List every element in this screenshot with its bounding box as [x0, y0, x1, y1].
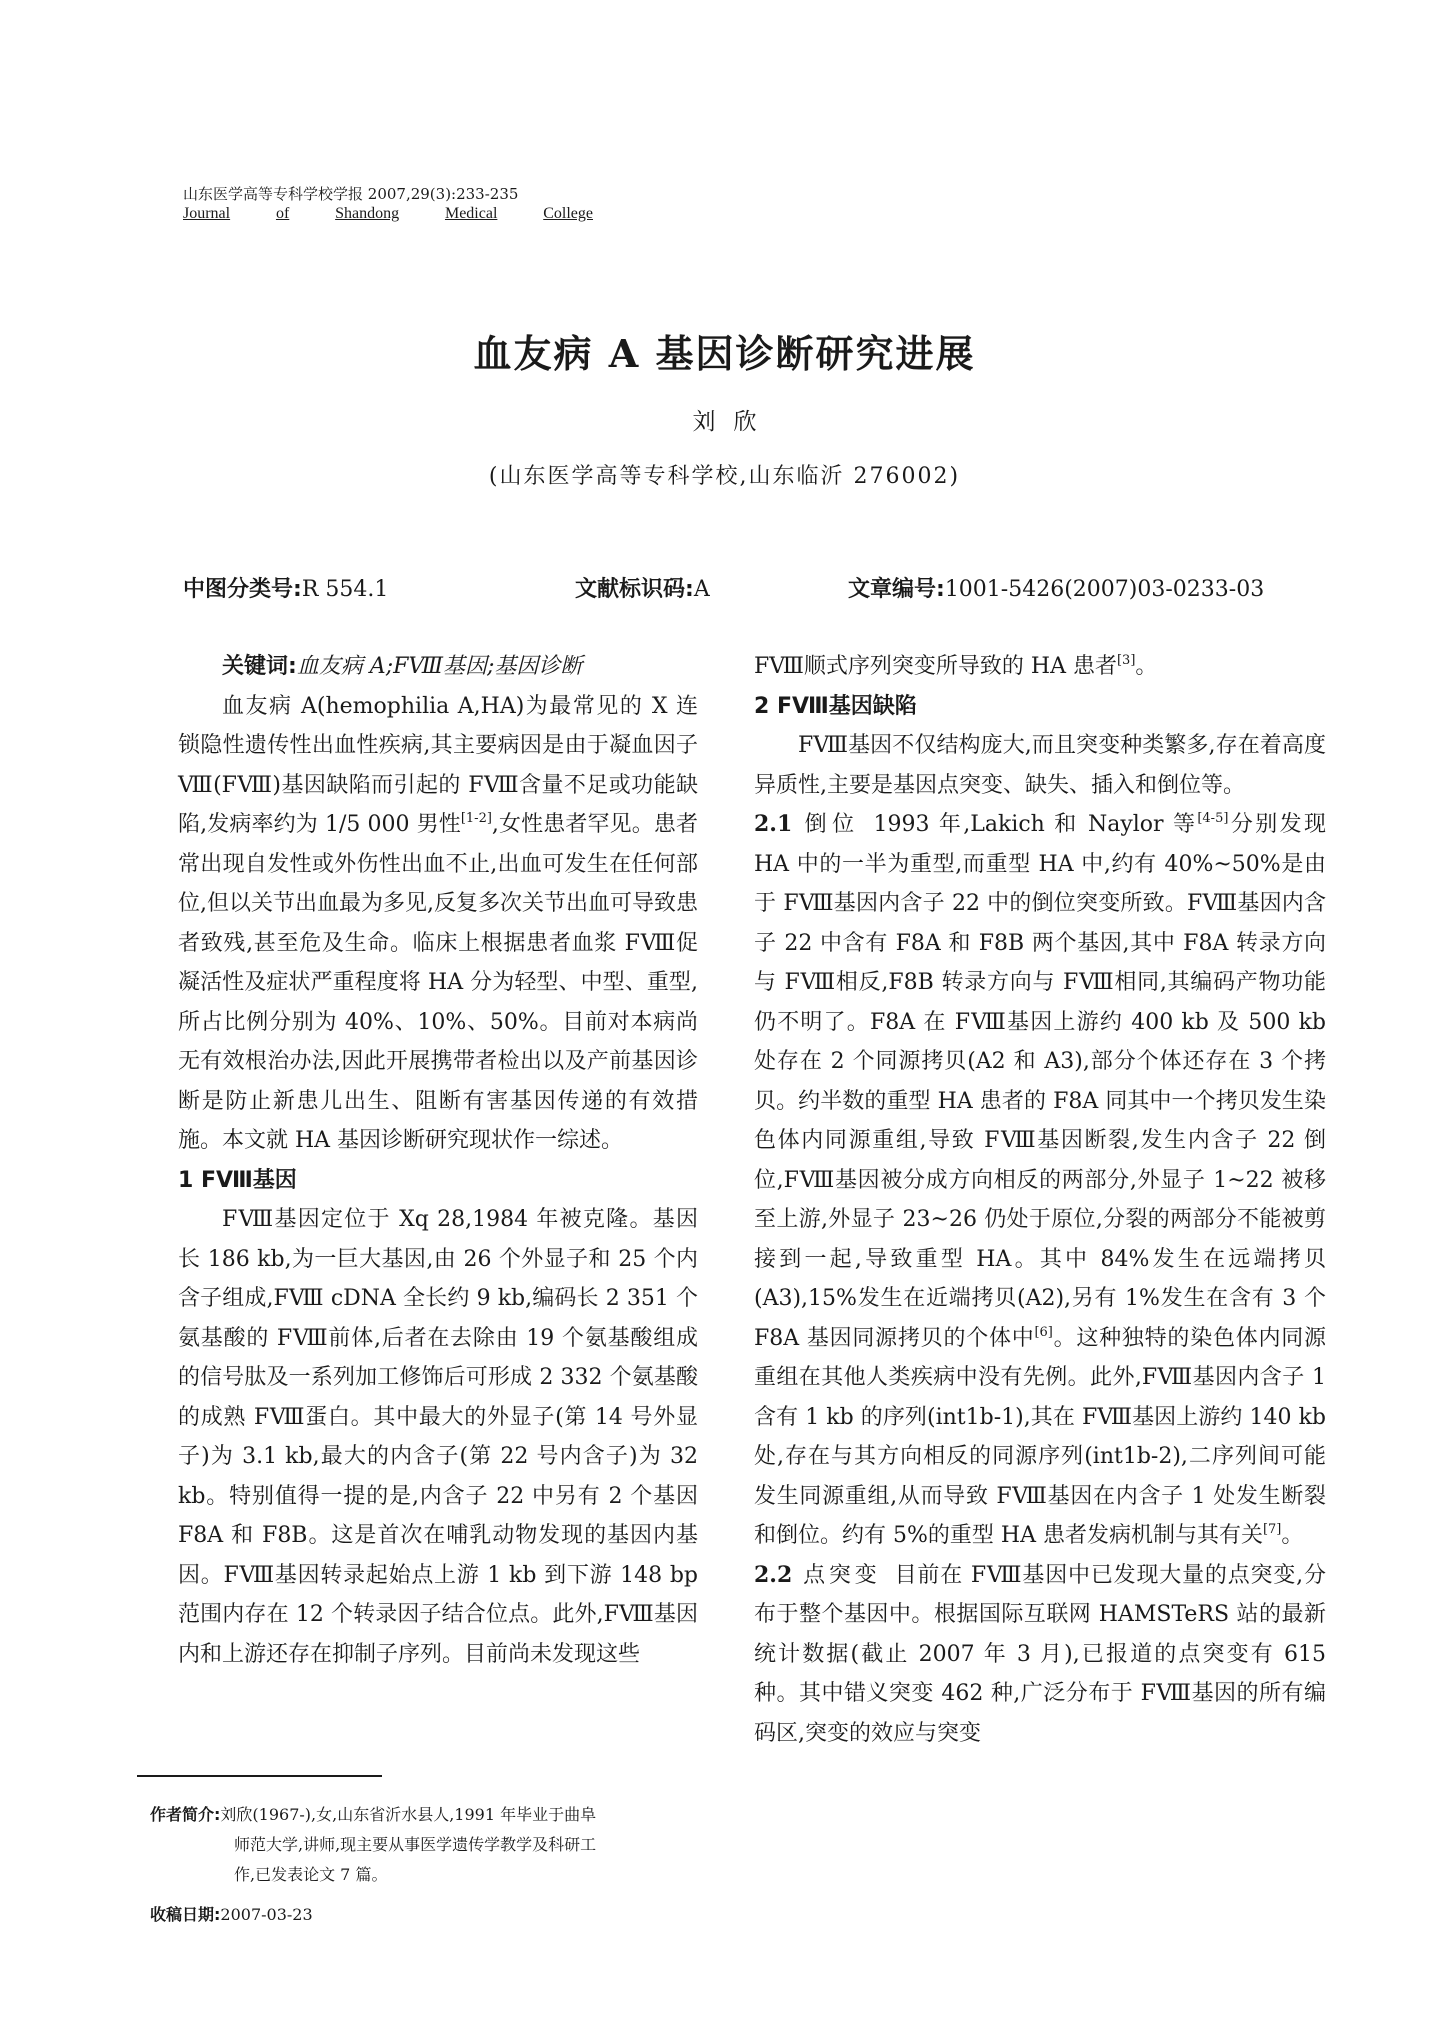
journal-word: Journal	[183, 205, 231, 222]
article-number-value: 1001-5426(2007)03-0233-03	[944, 577, 1265, 602]
keywords	[178, 647, 698, 687]
citation: [3]	[1116, 653, 1136, 668]
subsection-number: 2.1	[754, 811, 793, 837]
subsection-text: 目前在 FⅧ基因中已发现大量的点突变,分布于整个基因中。根据国际互联网 HAMSTeRS 站的最新统计数据(截止 2007 年 3 月),已报道的点突变有 615 种。其中错义突变 462 种,广泛分布于 FⅧ基因的所有编码区,突变的效应与突变	[754, 1562, 1326, 1746]
article-number-label: 文章编号:	[848, 577, 945, 602]
author-bio-text: 作,已发表论文 7 篇。	[234, 1865, 388, 1884]
journal-word: Medical	[444, 205, 498, 222]
subsection-text: 1993 年,Lakich 和 Naylor 等	[873, 812, 1198, 837]
article-title: 血友病 A 基因诊断研究进展	[473, 331, 976, 376]
article-number	[848, 572, 1264, 603]
intro-text: 血友病 A(hemophilia A,HA)为最常见的 X 连锁隐性遗传性出血性疾病,其主要病因是由于凝血因子Ⅷ(FⅧ)基因缺陷而引起的 FⅧ含量不足或功能缺陷,发病率约为 1/5 000 男性	[178, 693, 698, 837]
continued-paragraph	[754, 647, 1326, 687]
journal-english-name	[183, 204, 593, 223]
author-affiliation: (山东医学高等专科学校,山东临沂 276002)	[488, 464, 961, 489]
citation: [1-2]	[460, 811, 492, 826]
section-heading: 2 FⅧ基因缺陷	[754, 693, 917, 719]
section-paragraph: FⅧ基因不仅结构庞大,而且突变种类繁多,存在着高度异质性,主要是基因点突变、缺失、插入和倒位等。	[754, 733, 1326, 798]
footnote	[150, 1800, 705, 1930]
received-date	[150, 1900, 705, 1930]
footnote-divider	[137, 1775, 382, 1777]
subsection-number: 2.2	[754, 1561, 793, 1588]
journal-word: Shandong	[335, 205, 400, 222]
article-author: 刘欣	[692, 409, 775, 435]
section-paragraph: FⅧ基因定位于 Xq 28,1984 年被克隆。基因长 186 kb,为一巨大基因,由 26 个外显子和 25 个内含子组成,FⅧ cDNA 全长约 9 kb,编码长 2 351 个氨基酸的 FⅧ前体,后者在去除由 19 个氨基酸组成的信号肽及一系列加工修饰后可形成 2 332 个氨基酸的成熟 FⅧ蛋白。其中最大的外显子(第 14 号外显子)为 3.1 kb,最大的内含子(第 22 号内含子)为 32 kb。特别值得一提的是,内含子 22 中另有 2 个基因 F8A 和 F8B。这是首次在哺乳动物发现的基因内基因。FⅧ基因转录起始点上游 1 kb 到下游 148 bp 范围内存在 12 个转录因子结合位点。此外,FⅧ基因内和上游还存在抑制子序列。目前尚未发现这些	[178, 1207, 698, 1667]
subsection-text: 分别发现 HA 中的一半为重型,而重型 HA 中,约有 40%~50%是由于 FⅧ基因内含子 22 中的倒位突变所致。FⅧ基因内含子 22 中含有 F8A 和 F8B 两个基因,其中 F8A 转录方向与 FⅧ相反,F8B 转录方向与 FⅧ相同,其编码产物功能仍不明了。F8A 在 FⅧ基因上游约 400 kb 及 500 kb 处存在 2 个同源拷贝(A2 和 A3),部分个体还存在 3 个拷贝。约半数的重型 HA 患者的 F8A 同其中一个拷贝发生染色体内同源重组,导致 FⅧ基因断裂,发生内含子 22 倒位,FⅧ基因被分成方向相反的两部分,外显子 1~22 被移至上游,外显子 23~26 仍处于原位,分裂的两部分不能被剪接到一起,导致重型 HA。其中 84%发生在远端拷贝(A3),15%发生在近端拷贝(A2),另有 1%发生在含有 3 个 F8A 基因同源拷贝的个体中	[754, 812, 1326, 1351]
continued-text: FⅧ顺式序列突变所导致的 HA 患者	[754, 654, 1117, 679]
clc-label: 中图分类号:	[183, 577, 302, 602]
keywords-text: 血友病 A;FⅧ基因;基因诊断	[296, 654, 583, 679]
received-date-value: 2007-03-23	[220, 1905, 313, 1924]
journal-header	[183, 185, 593, 223]
intro-paragraph	[178, 687, 698, 1161]
keywords-label: 关键词:	[222, 654, 297, 679]
journal-citation: 山东医学高等专科学校学报 2007,29(3):233-235	[183, 185, 519, 203]
subsection-text: 。	[1281, 1523, 1304, 1548]
document-code	[575, 572, 710, 603]
author-bio	[150, 1800, 705, 1830]
journal-word: of	[275, 205, 290, 222]
received-date-label: 收稿日期:	[150, 1905, 221, 1924]
journal-word: College	[543, 205, 593, 222]
citation: [4-5]	[1197, 811, 1229, 826]
document-code-label: 文献标识码:	[575, 577, 694, 602]
subsection-title: 倒位	[802, 812, 860, 837]
clc-number	[183, 572, 388, 603]
author-bio-label: 作者简介:	[150, 1805, 221, 1824]
section-heading: 1 FⅧ基因	[178, 1167, 297, 1193]
subsection-inversion	[754, 805, 1326, 1556]
left-column	[178, 647, 698, 1674]
clc-value: R 554.1	[301, 577, 389, 602]
subsection-text: 。这种独特的染色体内同源重组在其他人类疾病中没有先例。此外,FⅧ基因内含子 1 含有 1 kb 的序列(int1b-1),其在 FⅧ基因上游约 140 kb 处,存在与其方向相反的同源序列(int1b-2),二序列间可能发生同源重组,从而导致 FⅧ基因在内含子 1 处发生断裂和倒位。约有 5%的重型 HA 患者发病机制与其有关	[754, 1325, 1326, 1548]
citation: [7]	[1262, 1522, 1282, 1537]
subsection-title: 点突变	[802, 1562, 881, 1588]
document-code-value: A	[693, 577, 710, 602]
subsection-point-mutation	[754, 1556, 1326, 1754]
continued-text: 。	[1135, 654, 1158, 679]
citation: [6]	[1034, 1324, 1053, 1340]
intro-text: ,女性患者罕见。患者常出现自发性或外伤性出血不止,出血可发生在任何部位,但以关节出血最为多见,反复多次关节出血可导致患者致残,甚至危及生命。临床上根据患者血浆 FⅧ促凝活性及症状严重程度将 HA 分为轻型、中型、重型,所占比例分别为 40%、10%、50%。目前对本病尚无有效根治办法,因此开展携带者检出以及产前基因诊断是防止新患儿出生、阻断有害基因传递的有效措施。本文就 HA 基因诊断研究现状作一综述。	[178, 812, 698, 1153]
right-column	[754, 647, 1326, 1753]
author-bio-text: 师范大学,讲师,现主要从事医学遗传学教学及科研工	[234, 1835, 597, 1854]
author-bio-text: 刘欣(1967-),女,山东省沂水县人,1991 年毕业于曲阜	[220, 1805, 597, 1824]
